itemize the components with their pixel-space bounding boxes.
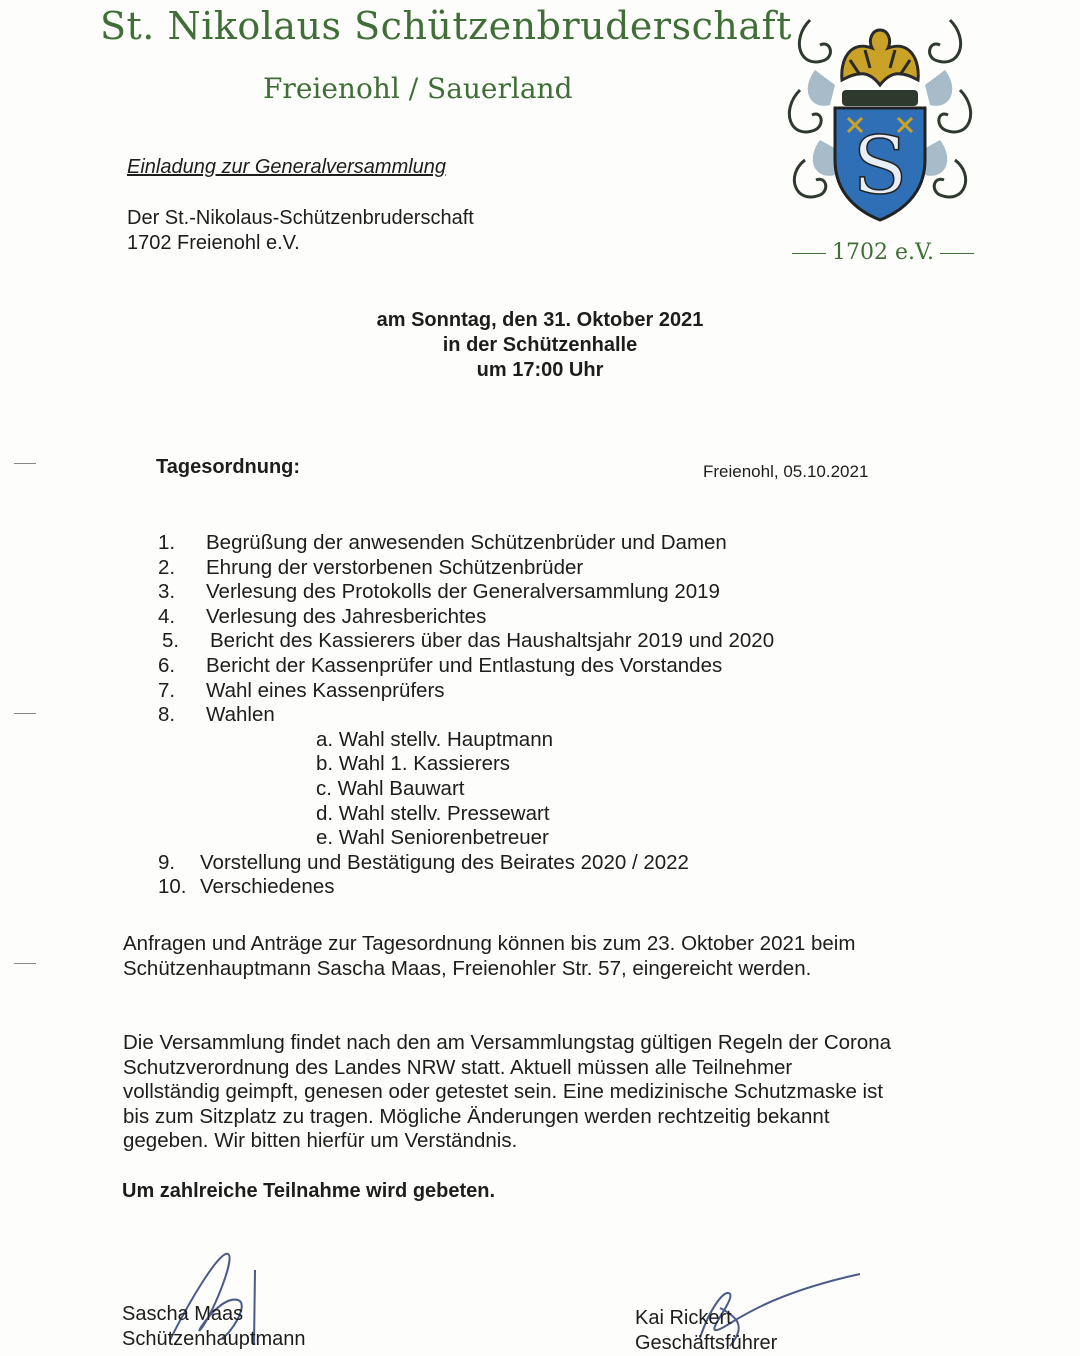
item-number: 9. <box>158 850 176 874</box>
corona-paragraph <box>123 1031 953 1154</box>
item-number: 10. <box>158 875 187 899</box>
org-subtitle: Freienohl / Sauerland <box>263 72 573 105</box>
item-number: 3. <box>158 580 176 604</box>
list-item <box>158 875 898 900</box>
item-text: Vorstellung und Bestätigung des Beirates 2020 / 2022 <box>200 850 689 874</box>
item-text: Bericht des Kassierers über das Haushaltsjahr 2019 und 2020 <box>210 629 775 653</box>
event-details <box>0 308 1080 383</box>
item-number: 5. <box>162 629 180 653</box>
sub-item: b. Wahl 1. Kassierers <box>316 752 511 776</box>
closing-line: Um zahlreiche Teilnahme wird gebeten. <box>122 1180 496 1202</box>
list-item <box>158 654 898 679</box>
org-title: St. Nikolaus Schützenbruderschaft <box>100 4 792 48</box>
item-number: 4. <box>158 604 176 628</box>
list-item <box>158 703 898 728</box>
list-item <box>158 629 898 654</box>
addressee-line: 1702 Freienohl e.V. <box>127 232 300 254</box>
item-number: 2. <box>158 555 176 579</box>
list-item <box>158 531 898 556</box>
founding-year: 1702 e.V. <box>786 240 972 265</box>
punch-mark <box>14 463 36 464</box>
signatory-right <box>635 1306 777 1356</box>
signatory-role: Geschäftsführer <box>635 1332 778 1354</box>
signatory-name: Kai Rickert <box>635 1307 732 1329</box>
paragraph-line: Schutzverordnung des Landes NRW statt. Aktuell müssen alle Teilnehmer <box>123 1055 793 1079</box>
paragraph-line: Schützenhauptmann Sascha Maas, Freienohler Str. 57, eingereicht werden. <box>123 956 812 980</box>
item-text: Ehrung der verstorbenen Schützenbrüder <box>206 555 584 579</box>
document-heading: Einladung zur Generalversammlung <box>127 156 447 178</box>
coat-of-arms-icon <box>780 0 980 235</box>
event-time: um 17:00 Uhr <box>476 359 604 381</box>
addressee-line: Der St.-Nikolaus-Schützenbruderschaft <box>127 207 474 229</box>
signatory-role: Schützenhauptmann <box>122 1328 306 1350</box>
item-text: Verschiedenes <box>200 875 335 899</box>
item-text: Verlesung des Protokolls der Generalversammlung 2019 <box>206 580 720 604</box>
list-item <box>158 580 898 605</box>
item-number: 8. <box>158 703 176 727</box>
paragraph-line: bis zum Sitzplatz zu tragen. Mögliche Änderungen werden rechtzeitig bekannt <box>123 1104 830 1128</box>
sub-item: c. Wahl Bauwart <box>316 776 465 800</box>
requests-paragraph <box>123 932 953 981</box>
signatory-name: Sascha Maas <box>122 1303 244 1325</box>
sub-item: a. Wahl stellv. Hauptmann <box>316 727 553 751</box>
list-item <box>158 556 898 581</box>
list-item <box>158 851 898 876</box>
item-text: Wahl eines Kassenprüfers <box>206 678 445 702</box>
agenda-list <box>158 531 898 900</box>
list-item <box>158 679 898 704</box>
item-text: Wahlen <box>206 703 275 727</box>
list-item <box>158 605 898 630</box>
item-number: 7. <box>158 678 176 702</box>
place-date: Freienohl, 05.10.2021 <box>703 462 869 481</box>
item-number: 6. <box>158 653 176 677</box>
shield-letter: S <box>852 119 908 212</box>
punch-mark <box>14 713 36 714</box>
sub-item: e. Wahl Seniorenbetreuer <box>316 826 549 850</box>
item-text: Bericht der Kassenprüfer und Entlastung des Vorstandes <box>206 653 723 677</box>
sub-item: d. Wahl stellv. Pressewart <box>316 801 550 825</box>
signatory-left <box>122 1302 305 1352</box>
addressee <box>127 206 474 256</box>
item-number: 1. <box>158 531 176 554</box>
event-date: am Sonntag, den 31. Oktober 2021 <box>376 309 704 331</box>
event-location: in der Schützenhalle <box>442 334 638 356</box>
item-text: Verlesung des Jahresberichtes <box>206 604 487 628</box>
paragraph-line: Die Versammlung findet nach den am Versammlungstag gültigen Regeln der Corona <box>123 1031 892 1054</box>
paragraph-line: Anfragen und Anträge zur Tagesordnung können bis zum 23. Oktober 2021 beim <box>123 932 856 955</box>
punch-mark <box>14 963 36 964</box>
agenda-title: Tagesordnung: <box>156 456 301 478</box>
paragraph-line: vollständig geimpft, genesen oder getestet sein. Eine medizinische Schutzmaske ist <box>123 1080 884 1103</box>
item-text: Begrüßung der anwesenden Schützenbrüder und Damen <box>206 531 727 554</box>
paragraph-line: gegeben. Wir bitten hierfür um Verständnis. <box>123 1129 518 1152</box>
